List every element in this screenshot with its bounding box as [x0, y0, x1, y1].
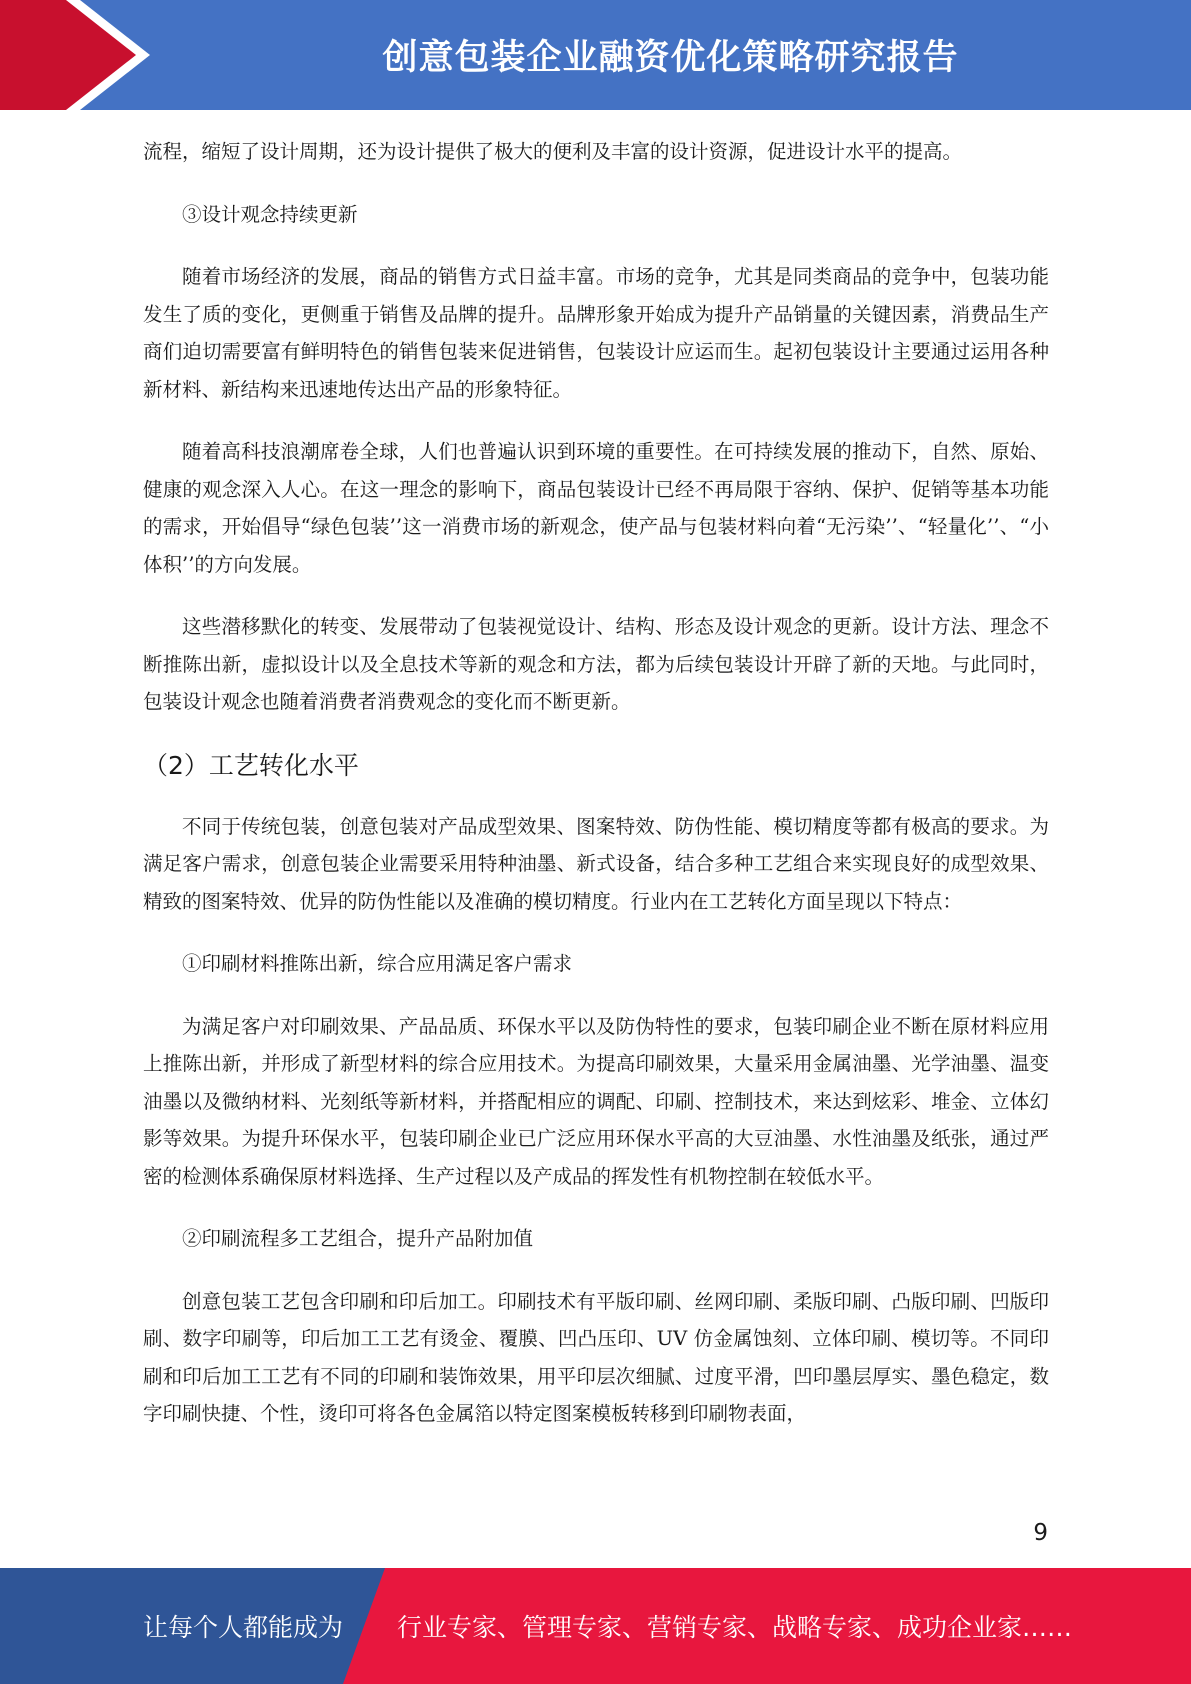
page-footer: [0, 1568, 1191, 1684]
subheading: ①印刷材料推陈出新，综合应用满足客户需求: [182, 952, 573, 975]
report-title: 创意包装企业融资优化策略研究报告: [382, 38, 959, 78]
subheading: ②印刷流程多工艺组合，提升产品附加值: [182, 1227, 534, 1250]
footer-slogan-right: 行业专家、管理专家、营销专家、战略专家、成功企业家……: [397, 1613, 1073, 1642]
paragraph: 不同于传统包装，创意包装对产品成型效果、图案特效、防伪性能、模切精度等都有极高的要求。为满足客户需求，创意包装企业需要采用特种油墨、新式设备，结合多种工艺组合来实现良好的成型效果、精致的图案特效、优异的防伪性能以及准确的模切精度。行业内在工艺转化方面呈现以下特点：: [143, 814, 1049, 913]
header-arrow-graphic: [0, 0, 150, 110]
page-header: [0, 0, 1191, 110]
page-content: [143, 133, 1049, 1458]
paragraph: 创意包装工艺包含印刷和印后加工。印刷技术有平版印刷、丝网印刷、柔版印刷、凸版印刷、凹版印刷、数字印刷等，印后加工工艺有烫金、覆膜、凹凸压印、UV 仿金属蚀刻、立体印刷、模切等。不同印刷和印后加工工艺有不同的印刷和装饰效果，用平印层次细腻、过度平滑，凹印墨层厚实、墨色稳定，数字印刷快捷、个性，烫印可将各色金属箔以特定图案模板转移到印刷物表面，: [143, 1289, 1049, 1425]
paragraph: 为满足客户对印刷效果、产品品质、环保水平以及防伪特性的要求，包装印刷企业不断在原材料应用上推陈出新，并形成了新型材料的综合应用技术。为提高印刷效果，大量采用金属油墨、光学油墨、温变油墨以及微纳材料、光刻纸等新材料，并搭配相应的调配、印刷、控制技术，来达到炫彩、堆金、立体幻影等效果。为提升环保水平，包装印刷企业已广泛应用环保水平高的大豆油墨、水性油墨及纸张，通过严密的检测体系确保原材料选择、生产过程以及产成品的挥发性有机物控制在较低水平。: [143, 1014, 1049, 1188]
footer-slogan-left: 让每个人都能成为: [143, 1613, 344, 1642]
section-heading: （2）工艺转化水平: [143, 750, 359, 780]
paragraph: 这些潜移默化的转变、发展带动了包装视觉设计、结构、形态及设计观念的更新。设计方法、理念不断推陈出新，虚拟设计以及全息技术等新的观念和方法，都为后续包装设计开辟了新的天地。与此同时，包装设计观念也随着消费者消费观念的变化而不断更新。: [143, 615, 1049, 713]
paragraph: 流程，缩短了设计周期，还为设计提供了极大的便利及丰富的设计资源，促进设计水平的提高。: [143, 140, 963, 163]
paragraph: 随着高科技浪潮席卷全球，人们也普遍认识到环境的重要性。在可持续发展的推动下，自然、原始、健康的观念深入人心。在这一理念的影响下，商品包装设计已经不再局限于容纳、保护、促销等基本功能的需求，开始倡导“绿色包装’’这一消费市场的新观念，使产品与包装材料向着“无污染’’、“轻量化’’、“小体积’’的方向发展。: [143, 440, 1049, 576]
subheading: ③设计观念持续更新: [182, 202, 358, 226]
paragraph: 随着市场经济的发展，商品的销售方式日益丰富。市场的竞争，尤其是同类商品的竞争中，包装功能发生了质的变化，更侧重于销售及品牌的提升。品牌形象开始成为提升产品销量的关键因素，消费品生产商们迫切需要富有鲜明特色的销售包装来促进销售，包装设计应运而生。起初包装设计主要通过运用各种新材料、新结构来迅速地传达出产品的形象特征。: [143, 265, 1049, 401]
page-number: 9: [1033, 1520, 1048, 1546]
